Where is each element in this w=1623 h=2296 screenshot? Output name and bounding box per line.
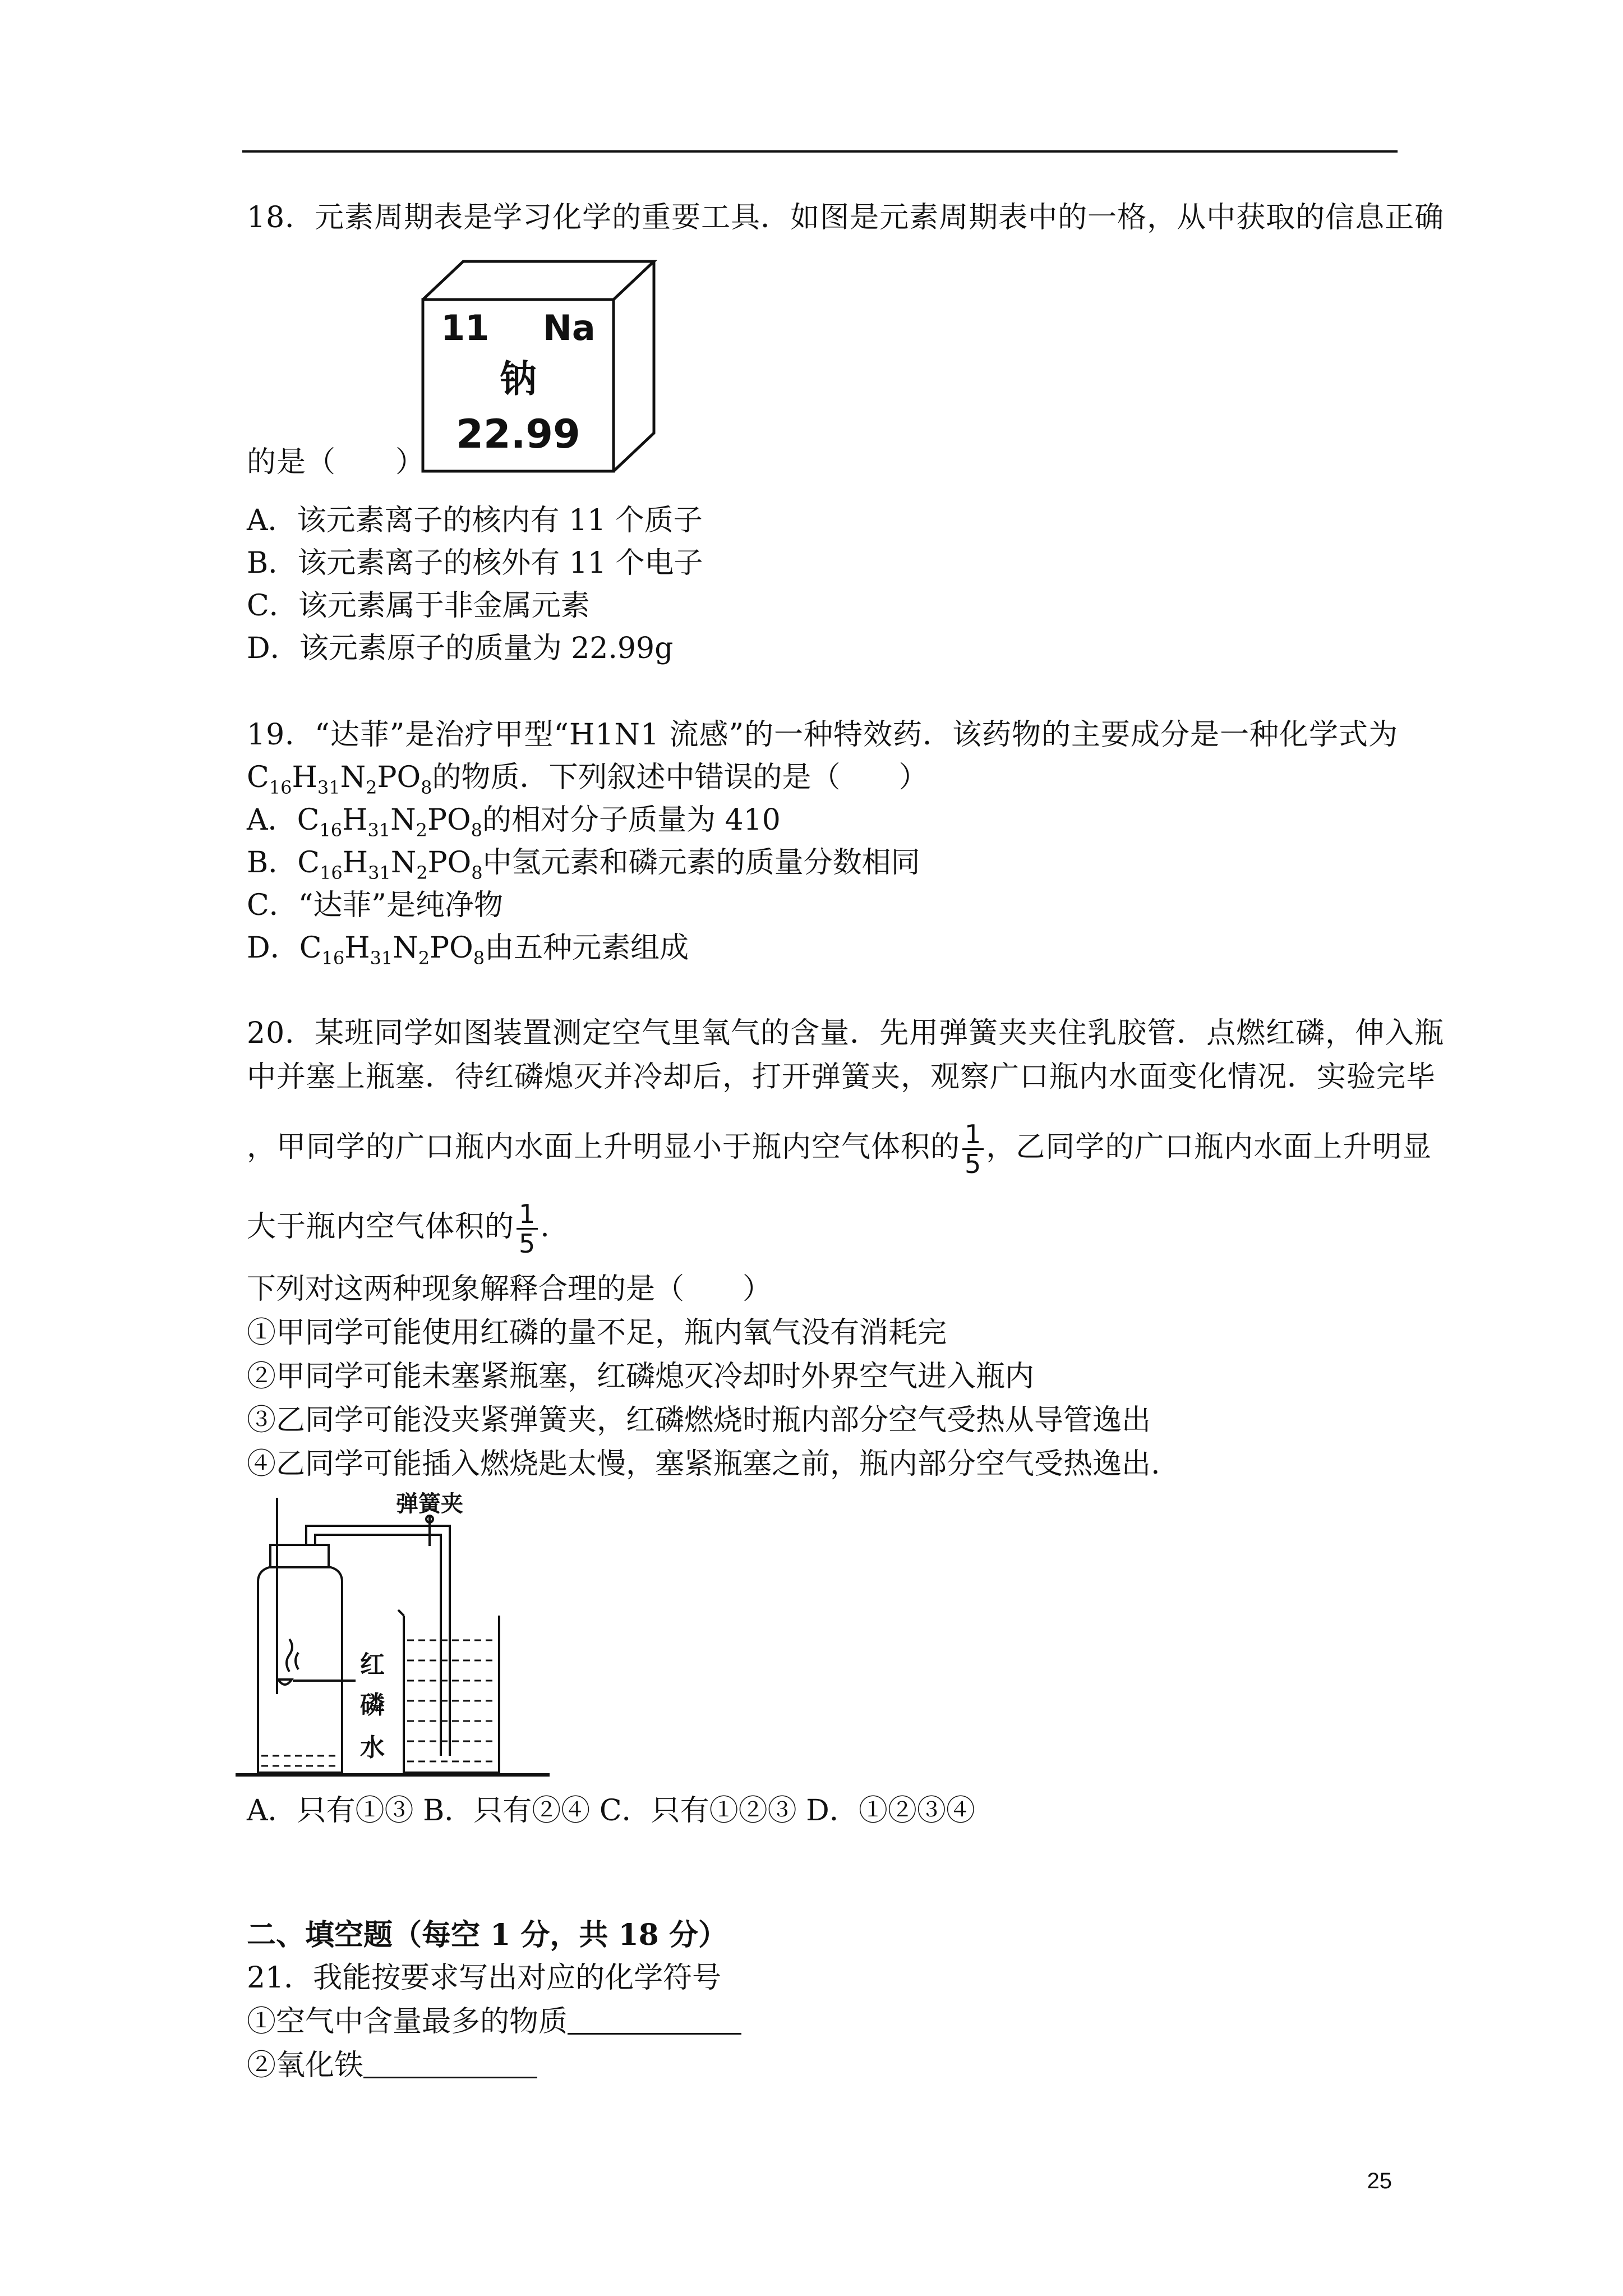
- q19-option-c: C．“达菲”是纯净物: [247, 889, 503, 922]
- q20-item-3: ③乙同学可能没夹紧弹簧夹，红磷燃烧时瓶内部分空气受热从导管逸出: [247, 1404, 1151, 1437]
- q18-option-b: B．该元素离子的核外有 11 个电子: [247, 546, 703, 580]
- label-phosphorus: 磷: [360, 1691, 385, 1719]
- q21-item-1: ①空气中含量最多的物质: [247, 2005, 741, 2039]
- q20-line3: ，甲同学的广口瓶内水面上升明显小于瓶内空气体积的 $\frac{1}{5}$ ，乙同学的广口瓶内水面上升明显: [247, 1119, 1432, 1179]
- q19-option-d: D．$C_{16}H_{31}N_2PO_8$由五种元素组成: [247, 931, 689, 969]
- q19-line2: $C_{16}H_{31}N_2PO_8$的物质．下列叙述中错误的是（ ）: [247, 761, 928, 798]
- cell-atomic-number: 11: [441, 307, 490, 348]
- q21-item-2: ②氧化铁: [247, 2049, 537, 2082]
- q20-line2: 中并塞上瓶塞．待红磷熄灭并冷却后，打开弹簧夹，观察广口瓶内水面变化情况．实验完毕: [247, 1060, 1436, 1094]
- q20-ask: 下列对这两种现象解释合理的是（ ）: [247, 1272, 772, 1306]
- q18-stem: 18．元素周期表是学习化学的重要工具．如图是元素周期表中的一格，从中获取的信息正确: [247, 201, 1445, 234]
- cell-element-name: 钠: [500, 357, 537, 401]
- q18-option-a: A．该元素离子的核内有 11 个质子: [247, 504, 703, 537]
- cell-atomic-mass: 22.99: [456, 411, 580, 457]
- q20-choices: A．只有①③ B．只有②④ C．只有①②③ D．①②③④: [247, 1794, 975, 1828]
- q20-item-4: ④乙同学可能插入燃烧匙太慢，塞紧瓶塞之前，瓶内部分空气受热逸出.: [247, 1447, 1160, 1481]
- q20-line4: 大于瓶内空气体积的 $\frac{1}{5}$ .: [247, 1199, 550, 1259]
- fraction-one-fifth: $\frac{1}{5}$: [962, 1120, 984, 1178]
- q19-line1: 19．“达菲”是治疗甲型“H1N1 流感”的一种特效药．该药物的主要成分是一种化学式为: [247, 718, 1399, 752]
- page-number: 25: [1367, 2169, 1392, 2193]
- answer-blank-1[interactable]: [568, 2007, 741, 2035]
- q20-item-1: ①甲同学可能使用红磷的量不足，瓶内氧气没有消耗完: [247, 1316, 947, 1350]
- periodic-cell-figure: [418, 257, 665, 476]
- q19-option-a: A．$C_{16}H_{31}N_2PO_8$的相对分子质量为 410: [247, 803, 781, 841]
- q19-option-b: B．$C_{16}H_{31}N_2PO_8$中氢元素和磷元素的质量分数相同: [247, 846, 920, 884]
- oxygen-apparatus-figure: [236, 1492, 561, 1784]
- header-rule: [242, 150, 1398, 153]
- drug-formula: $C_{16}H_{31}N_2PO_8$: [247, 761, 432, 798]
- q20-line1: 20．某班同学如图装置测定空气里氧气的含量．先用弹簧夹夹住乳胶管．点燃红磷，伸入瓶: [247, 1016, 1445, 1050]
- q20-item-2: ②甲同学可能未塞紧瓶塞，红磷熄灭冷却时外界空气进入瓶内: [247, 1360, 1035, 1393]
- q18-option-c: C．该元素属于非金属元素: [247, 589, 590, 623]
- q21-stem: 21．我能按要求写出对应的化学符号: [247, 1961, 722, 1995]
- label-water: 水: [360, 1733, 385, 1762]
- answer-blank-2[interactable]: [363, 2051, 537, 2078]
- q18-stem-cont: 的是（ ）: [247, 445, 426, 479]
- cell-symbol: Na: [543, 307, 596, 348]
- label-red: 红: [360, 1650, 385, 1679]
- section2-title: 二、填空题（每空 1 分，共 18 分）: [247, 1918, 727, 1952]
- q18-option-d: D．该元素原子的质量为 22.99g: [247, 632, 674, 665]
- fraction-one-fifth-2: $\frac{1}{5}$: [517, 1200, 538, 1258]
- label-clamp: 弹簧夹: [396, 1492, 463, 1517]
